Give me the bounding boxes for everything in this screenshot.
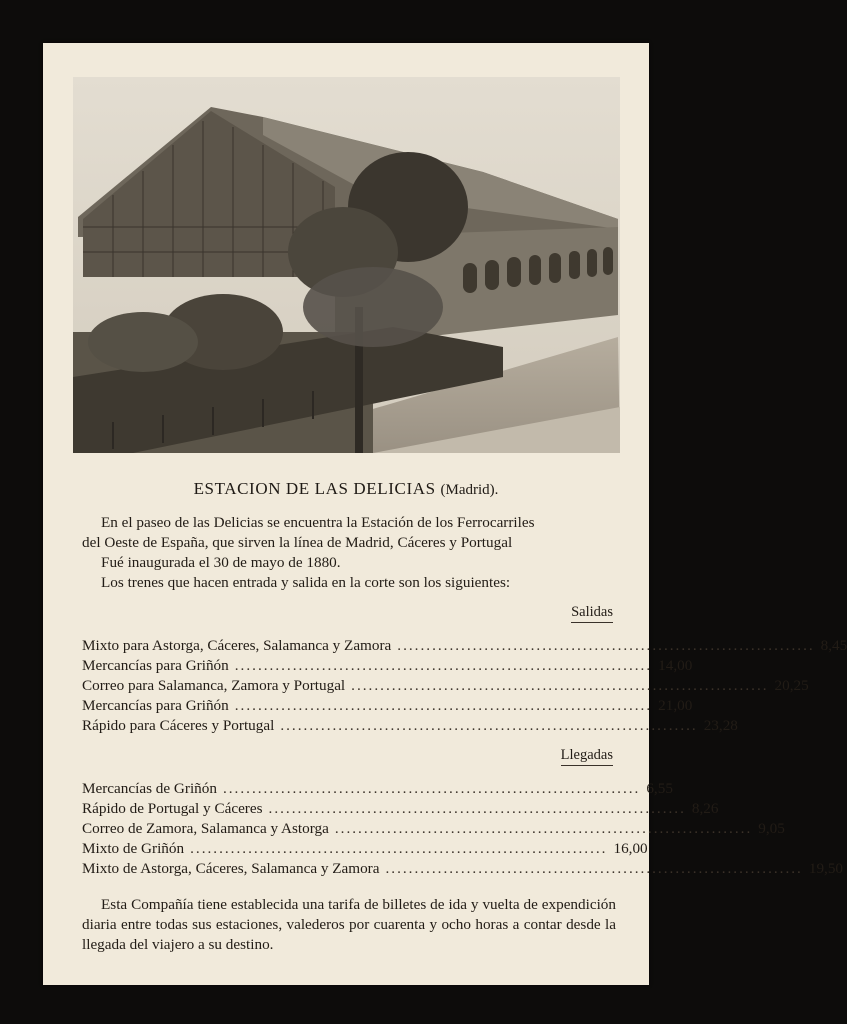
train-name: Rápido de Portugal y Cáceres xyxy=(82,800,263,817)
timetable-row xyxy=(82,656,693,676)
train-name: Correo para Salamanca, Zamora y Portugal xyxy=(82,677,346,694)
timetable-row xyxy=(82,716,738,736)
postcard xyxy=(43,43,847,985)
timetable-row xyxy=(82,799,719,819)
salidas-list xyxy=(82,636,847,736)
footer-note xyxy=(82,895,616,955)
train-name: Mixto para Astorga, Cáceres, Salamanca y Zamora xyxy=(82,637,392,654)
timetable-row xyxy=(82,839,648,859)
intro-text xyxy=(82,513,615,593)
llegadas-header: Llegadas xyxy=(561,747,613,766)
intro-line-1: En el paseo de las Delicias se encuentra la Estación de los Ferrocarriles xyxy=(101,514,535,531)
train-name: Mixto de Astorga, Cáceres, Salamanca y Zamora xyxy=(82,860,380,877)
intro-line-3: Fué inaugurada el 30 de mayo de 1880. xyxy=(101,554,341,571)
leader-dots: ........................................................................ xyxy=(385,860,803,877)
timetable-row xyxy=(82,859,844,879)
train-time: 16,00 xyxy=(613,840,648,857)
train-name: Mercancías de Griñón xyxy=(82,780,217,797)
salidas-header: Salidas xyxy=(571,604,613,623)
llegadas-list xyxy=(82,779,844,879)
timetable-row xyxy=(82,676,809,696)
timetable-row xyxy=(82,779,673,799)
timetable-row xyxy=(82,636,847,656)
train-name: Mercancías para Griñón xyxy=(82,697,229,714)
station-title-city: (Madrid). xyxy=(440,482,499,498)
train-name: Mercancías para Griñón xyxy=(82,657,229,674)
train-name: Correo de Zamora, Salamanca y Astorga xyxy=(82,820,329,837)
train-time: 8,26 xyxy=(691,800,719,817)
leader-dots: ........................................................................ xyxy=(234,697,653,714)
leader-dots: ........................................................................ xyxy=(351,677,769,694)
leader-dots: ........................................................................ xyxy=(222,780,641,797)
train-time: 21,00 xyxy=(658,697,693,714)
leader-dots: ........................................................................ xyxy=(190,840,608,857)
intro-line-4: Los trenes que hacen entrada y salida en la corte son los siguientes: xyxy=(101,574,511,591)
train-time: 8,45 xyxy=(820,637,847,654)
intro-line-2: del Oeste de España, que sirven la línea de Madrid, Cáceres y Portugal xyxy=(82,534,513,551)
train-time: 9,05 xyxy=(758,820,785,837)
station-photo xyxy=(73,77,620,453)
leader-dots: ........................................................................ xyxy=(268,800,686,817)
footer-paragraph: Esta Compañía tiene establecida una tarifa de billetes de ida y vuelta de expendición diaria entre todas sus estaciones, valederos por cuarenta y ocho horas a contar desde la llegada del viajero a su destino. xyxy=(82,896,616,953)
train-name: Mixto de Griñón xyxy=(82,840,185,857)
station-title-name: ESTACION DE LAS DELICIAS xyxy=(193,479,436,498)
train-time: 19,50 xyxy=(808,860,844,877)
train-time: 23,28 xyxy=(703,717,738,734)
train-time: 20,25 xyxy=(774,677,809,694)
timetable-row xyxy=(82,696,693,716)
timetable-row xyxy=(82,819,785,839)
leader-dots: ........................................................................ xyxy=(234,657,653,674)
station-photo-illustration xyxy=(73,77,620,453)
train-name: Rápido para Cáceres y Portugal xyxy=(82,717,275,734)
train-time: 6,55 xyxy=(646,780,673,797)
station-title xyxy=(43,479,649,499)
leader-dots: ........................................................................ xyxy=(334,820,753,837)
train-time: 14,00 xyxy=(658,657,693,674)
leader-dots: ........................................................................ xyxy=(397,637,815,654)
leader-dots: ........................................................................ xyxy=(280,717,698,734)
